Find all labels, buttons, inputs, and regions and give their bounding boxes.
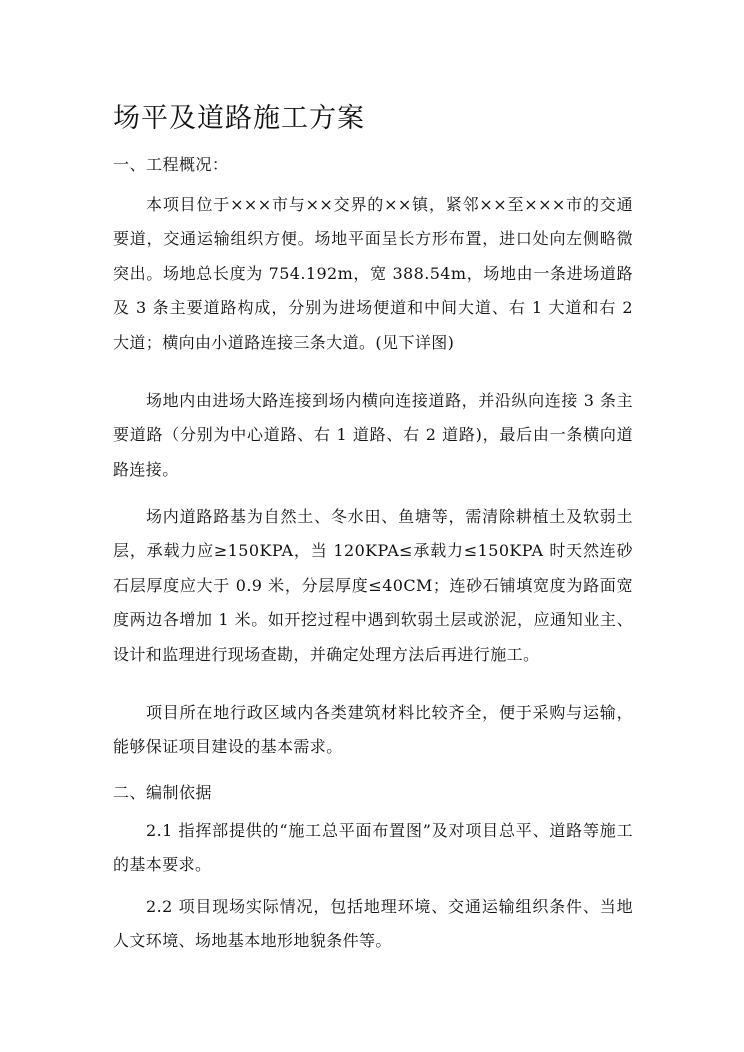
document-title: 场平及道路施工方案 xyxy=(113,103,365,134)
paragraph-basis-2-1: 2.1 指挥部提供的“施工总平面布置图”及对项目总平、道路等施工的基本要求。 xyxy=(113,821,633,875)
section-heading-overview: 一、工程概况： xyxy=(113,155,229,174)
paragraph-basis-2-2: 2.2 项目现场实际情况，包括地理环境、交通运输组织条件、当地人文环境、场地基本地形地貌条件等。 xyxy=(113,897,633,951)
paragraph-project-location: 本项目位于×××市与××交界的××镇，紧邻××至×××市的交通要道，交通运输组织方便。场地平面呈长方形布置，进口处向左侧略微突出。场地总长度为 754.192m，宽 388.54m，场地由一条进场道路及 3 条主要道路构成，分别为进场便道和中间大道、右 1 大道和右 2 大道；横向由小道路连接三条大道。(见下详图) xyxy=(113,195,633,352)
section-heading-basis: 二、编制依据 xyxy=(113,783,213,802)
paragraph-materials: 项目所在地行政区域内各类建筑材料比较齐全，便于采购与运输，能够保证项目建设的基本需求。 xyxy=(113,703,633,757)
paragraph-subgrade-requirements: 场内道路路基为自然土、冬水田、鱼塘等，需清除耕植土及软弱土层，承载力应≥150KPA，当 120KPA≤承载力≤150KPA 时天然连砂石层厚度应大于 0.9 米，分层厚度≤40CM；连砂石铺填宽度为路面宽度两边各增加 1 米。如开挖过程中遇到软弱土层或淤泥，应通知业主、设计和监理进行现场查勘，并确定处理方法后再进行施工。 xyxy=(113,507,633,664)
paragraph-road-connection: 场地内由进场大路连接到场内横向连接道路，并沿纵向连接 3 条主要道路（分别为中心道路、右 1 道路、右 2 道路)，最后由一条横向道路连接。 xyxy=(113,391,633,479)
